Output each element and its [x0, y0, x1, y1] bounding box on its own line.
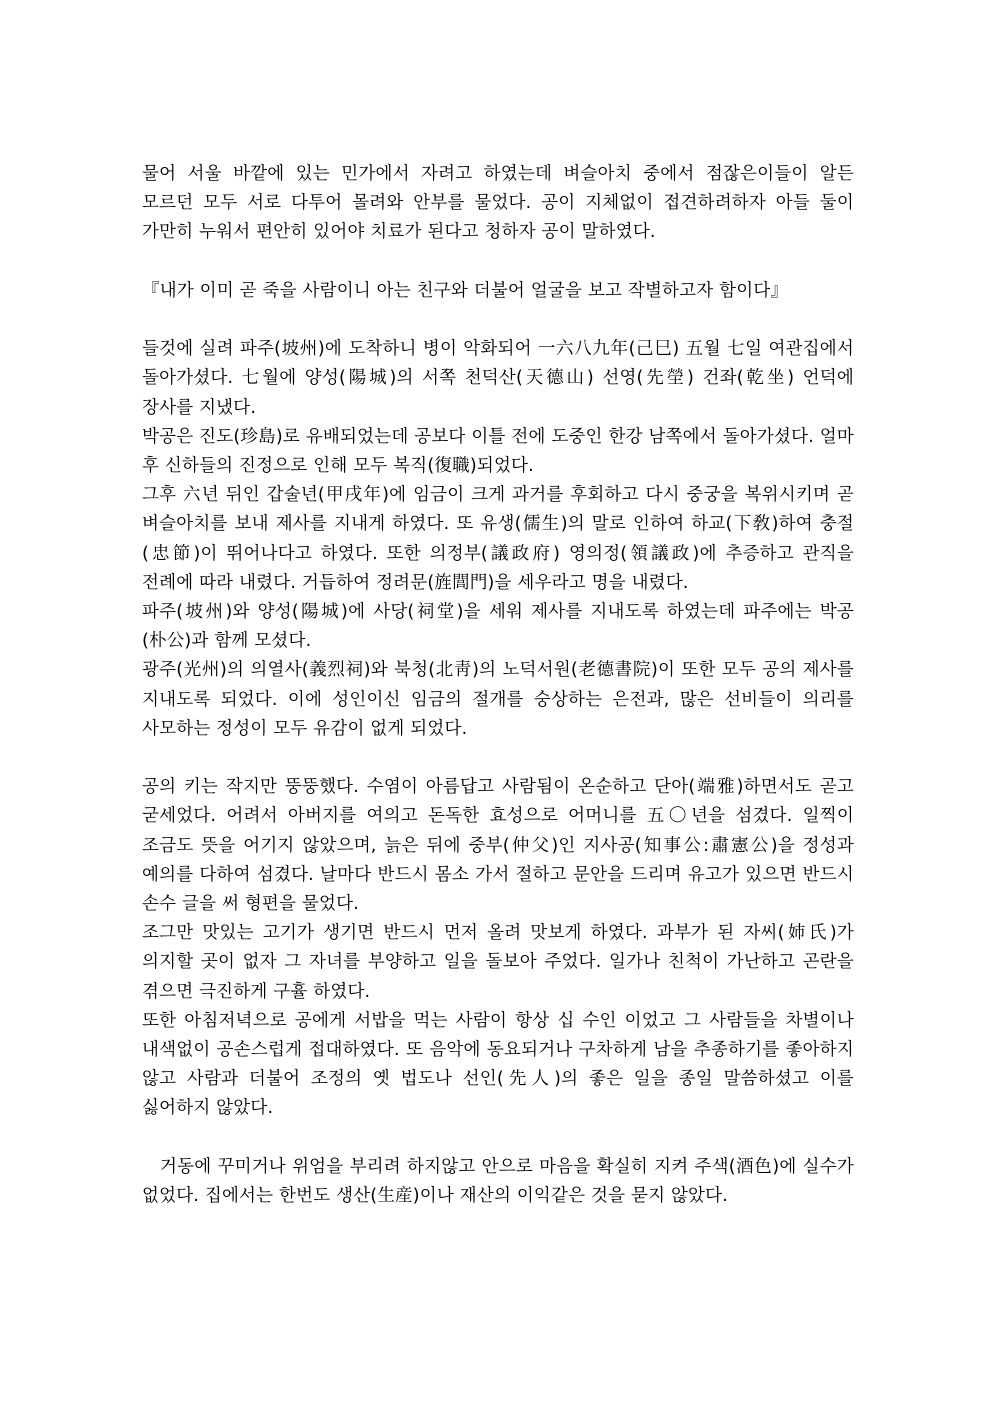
paragraph-conduct: 거동에 꾸미거나 위엄을 부리려 하지않고 안으로 마음을 확실히 지켜 주색(酒色)에 실수가 없었다. 집에서는 한번도 생산(生産)이나 재산의 이익같은 것을 묻지 않았다.	[142, 1156, 854, 1207]
paragraph-visitors: 물어 서울 바깥에 있는 민가에서 자려고 하였는데 벼슬아치 중에서 점잖은이들이 알든 모르던 모두 서로 다투어 몰려와 안부를 물었다. 공이 지체없이 접견하려하자 아들 둘이 가만히 누워서 편안히 있어야 치료가 된다고 청하자 공이 말하였다.	[142, 164, 854, 243]
paragraph-restoration: 그후 六년 뒤인 갑술년(甲戌年)에 임금이 크게 과거를 후회하고 다시 중궁을 복위시키며 곧 벼슬아치를 보내 제사를 지내게 하였다. 또 유생(儒生)의 말로 인하여 하교(下敎)하여 충절(忠節)이 뛰어나다고 하였다. 또한 의정부(議政府) 영의정(領議政)에 추증하고 관직을 전례에 따라 내렸다. 거듭하여 정려문(旌閭門)을 세우라고 명을 내렸다.	[142, 485, 854, 593]
paragraph-academies: 광주(光州)의 의열사(義烈祠)와 북청(北靑)의 노덕서원(老德書院)이 또한 모두 공의 제사를 지내도록 되었다. 이에 성인이신 임금의 절개를 숭상하는 은전과, 많은 선비들이 의리를 사모하는 정성이 모두 유감이 없게 되었다.	[142, 660, 854, 739]
paragraph-park-exile: 박공은 진도(珍島)로 유배되었는데 공보다 이틀 전에 도중인 한강 남쪽에서 돌아가셨다. 얼마 후 신하들의 진정으로 인해 모두 복직(復職)되었다.	[142, 426, 854, 476]
document-body	[142, 160, 854, 1211]
paragraph-family-care: 조그만 맛있는 고기가 생기면 반드시 먼저 올려 맛보게 하였다. 과부가 된 자씨(姉氏)가 의지할 곳이 없자 그 자녀를 부양하고 일을 돌보아 주었다. 일가나 친척이 가난하고 곤란을 겪으면 극진하게 구휼 하였다.	[142, 923, 854, 1002]
paragraph-death: 들것에 실려 파주(坡州)에 도착하니 병이 악화되어 一六八九年(己巳) 五월 七일 여관집에서 돌아가셨다. 七월에 양성(陽城)의 서쪽 천덕산(天德山) 선영(先塋) 건좌(乾坐) 언덕에 장사를 지냈다.	[142, 339, 854, 418]
paragraph-gap	[142, 1124, 854, 1153]
paragraph-character: 공의 키는 작지만 뚱뚱했다. 수염이 아름답고 사람됨이 온순하고 단아(端雅)하면서도 곧고 굳세었다. 어려서 아버지를 여의고 돈독한 효성으로 어머니를 五〇년을 섬겼다. 일찍이 조금도 뜻을 어기지 않았으며, 늙은 뒤에 중부(仲父)인 지사공(知事公:肅憲公)을 정성과 예의를 다하여 섬겼다. 날마다 반드시 몸소 가서 절하고 문안을 드리며 유고가 있으면 반드시 손수 글을 써 형편을 물었다.	[142, 777, 854, 915]
paragraph-gap	[142, 306, 854, 335]
paragraph-gap	[142, 744, 854, 773]
paragraph-gap	[142, 248, 854, 277]
paragraph-hospitality: 또한 아침저녁으로 공에게 서밥을 먹는 사람이 항상 십 수인 이었고 그 사람들을 차별이나 내색없이 공손스럽게 접대하였다. 또 음악에 동요되거나 구차하게 남을 추종하기를 좋아하지 않고 사람과 더불어 조정의 옛 법도나 선인(先人)의 좋은 일을 종일 말씀하셨고 이를 싫어하지 않았다.	[142, 1010, 854, 1119]
paragraph-quote: 『내가 이미 곧 죽을 사람이니 아는 친구와 더불어 얼굴을 보고 작별하고자 함이다』	[142, 280, 789, 301]
paragraph-shrines: 파주(坡州)와 양성(陽城)에 사당(祠堂)을 세워 제사를 지내도록 하였는데 파주에는 박공(朴公)과 함께 모셨다.	[142, 602, 854, 652]
